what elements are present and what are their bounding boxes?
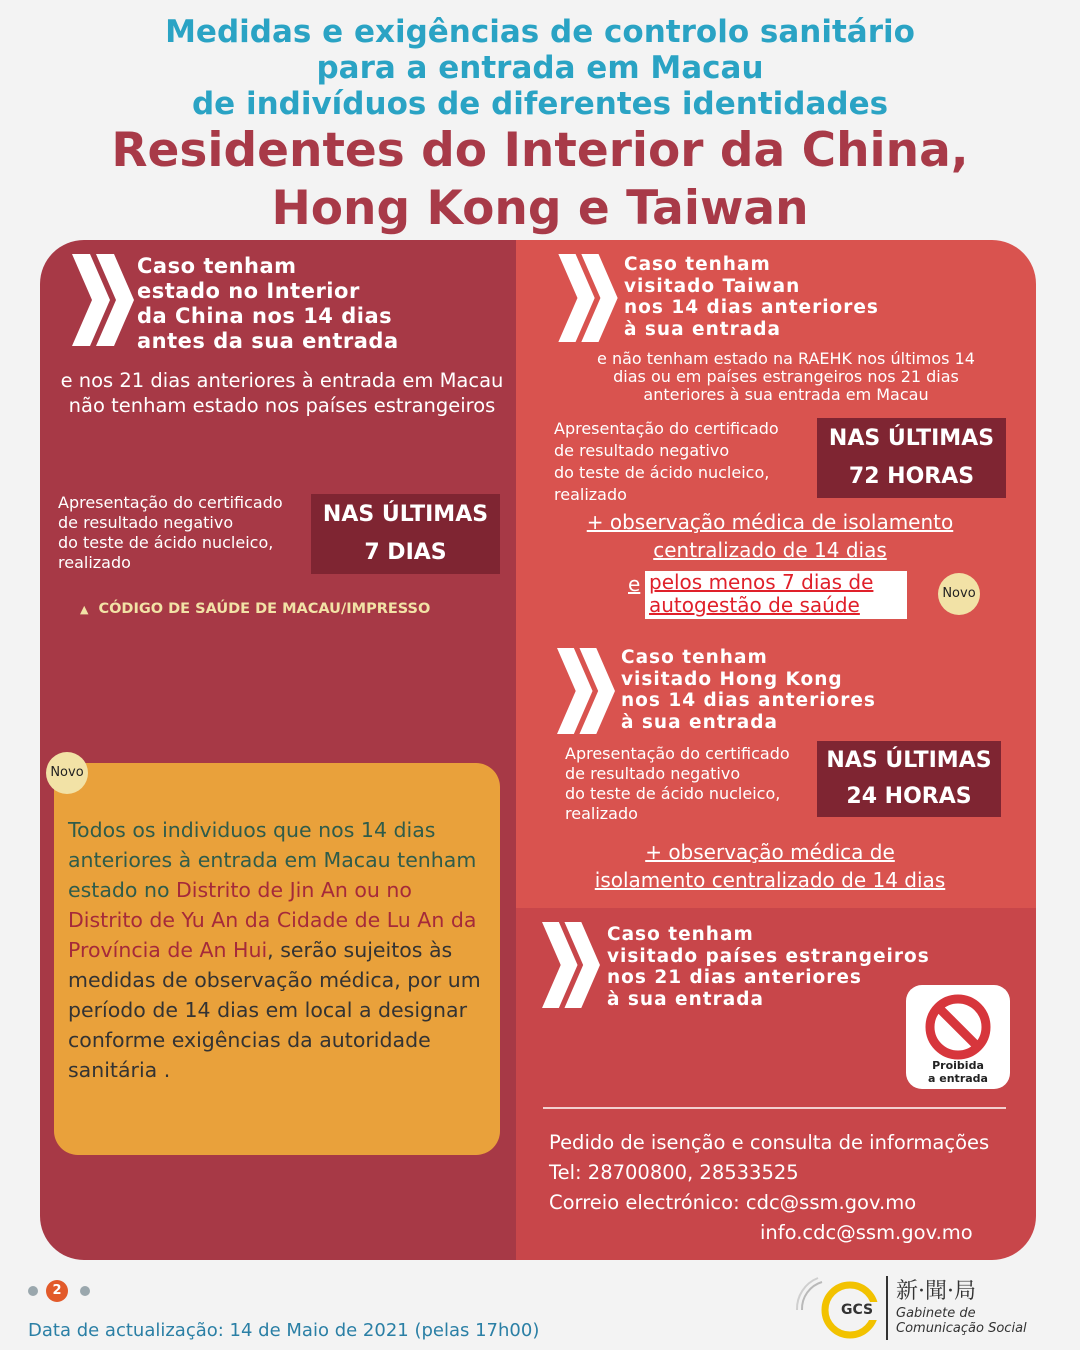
heading-line: nos 21 dias anteriores xyxy=(607,967,862,988)
new-notice-box xyxy=(54,763,500,1155)
heading-line: estado no Interior xyxy=(137,279,360,303)
cert-line: de resultado negativo xyxy=(58,513,234,532)
subtitle-line: Hong Kong e Taiwan xyxy=(271,181,809,236)
box-line: 24 HORAS xyxy=(846,784,972,809)
title-line: para a entrada em Macau xyxy=(316,50,764,86)
heading-line: nos 14 dias anteriores xyxy=(624,297,879,318)
divider xyxy=(543,1107,1006,1109)
cert-line: Apresentação do certificado xyxy=(565,744,790,763)
obs-line: centralizado de 14 dias xyxy=(653,538,887,562)
taiwan-cert-text xyxy=(554,418,779,506)
cert-line: do teste de ácido nucleico, xyxy=(58,533,274,552)
cert-line: do teste de ácido nucleico, xyxy=(554,463,770,482)
hongkong-observation xyxy=(560,838,980,894)
taiwan-time-box xyxy=(817,418,1006,498)
logo-mark: GCS xyxy=(841,1302,874,1318)
notice-text-part3: , serão sujeitos às medidas de observação médica, por um período de 14 dias em local a designar conforme exigências da autoridade sanitária . xyxy=(68,938,481,1082)
logo-line: Gabinete de xyxy=(896,1306,976,1321)
prohibited-line: Proibida xyxy=(932,1059,984,1072)
mainland-condition: e nos 21 dias anteriores à entrada em Macau não tenham estado nos países estrangeiros xyxy=(60,369,504,417)
box-line: 72 HORAS xyxy=(848,464,975,489)
heading-line: visitado países estrangeiros xyxy=(607,945,930,967)
new-badge: Novo xyxy=(46,752,88,794)
self-mgmt-line: pelos menos 7 dias de xyxy=(649,570,874,594)
heading-line: Caso tenham xyxy=(607,924,754,945)
heading-line: à sua entrada xyxy=(624,318,781,340)
logo-divider xyxy=(886,1276,888,1340)
box-line: NAS ÚLTIMAS xyxy=(828,426,995,451)
cert-line: realizado xyxy=(565,804,638,823)
heading-line: Caso tenham xyxy=(621,647,768,668)
mainland-time-box xyxy=(311,494,500,574)
contact-email: Correio electrónico: cdc@ssm.gov.mo xyxy=(549,1191,917,1214)
heading-line: à sua entrada xyxy=(621,711,778,733)
logo-name xyxy=(896,1306,1027,1336)
cert-line: Apresentação do certificado xyxy=(554,419,779,438)
current-page: 2 xyxy=(46,1280,68,1302)
triangle-icon: ▲ xyxy=(80,603,89,616)
heading-line: antes da sua entrada xyxy=(137,329,399,353)
heading-line: nos 14 dias anteriores xyxy=(621,690,876,711)
page-title xyxy=(0,14,1080,122)
box-line: NAS ÚLTIMAS xyxy=(826,748,992,773)
hongkong-heading xyxy=(621,647,876,733)
cert-line: do teste de ácido nucleico, xyxy=(565,784,781,803)
logo-chinese: 新·聞·局 xyxy=(896,1279,976,1304)
prohibited-entry-sign xyxy=(906,985,1010,1089)
chevron-right-icon xyxy=(542,922,600,1008)
prohibited-label xyxy=(906,1059,1010,1085)
update-date: Data de actualização: 14 de Maio de 2021 (pelas 17h00) xyxy=(28,1320,540,1341)
taiwan-condition xyxy=(556,350,1016,404)
condition-line: dias ou em países estrangeiros nos 21 dias xyxy=(613,367,959,386)
cert-line: de resultado negativo xyxy=(554,441,730,460)
heading-line: à sua entrada xyxy=(607,988,764,1010)
heading-line: da China nos 14 dias xyxy=(137,304,393,328)
notice-text-part1: Todos os individuos que nos 14 dias anteriores à entrada em Macau tenham estado no xyxy=(68,818,477,902)
cert-line: realizado xyxy=(58,553,131,572)
self-mgmt-line: autogestão de saúde xyxy=(649,593,860,617)
subtitle-line: Residentes do Interior da China, xyxy=(111,123,969,178)
logo-line: Comunicação Social xyxy=(896,1321,1027,1336)
health-code-label: CÓDIGO DE SAÚDE DE MACAU/IMPRESSO xyxy=(98,601,431,617)
taiwan-heading xyxy=(624,254,879,340)
contact-phone: Tel: 28700800, 28533525 xyxy=(549,1161,799,1184)
heading-line: visitado Taiwan xyxy=(624,275,801,297)
and-text: e xyxy=(628,572,641,596)
prohibited-icon xyxy=(924,993,992,1061)
title-line: de indivíduos de diferentes identidades xyxy=(191,86,889,122)
cert-line: de resultado negativo xyxy=(565,764,741,783)
chevron-right-icon xyxy=(556,648,616,734)
new-badge: Novo xyxy=(938,573,980,615)
heading-line: Caso tenham xyxy=(624,254,771,275)
gcs-logo xyxy=(792,1274,1072,1346)
mainland-heading xyxy=(137,254,399,354)
cert-line: Apresentação do certificado xyxy=(58,493,283,512)
self-management-box xyxy=(645,571,907,619)
contact-email-2: info.cdc@ssm.gov.mo xyxy=(760,1221,973,1244)
notice-text-part2: Distrito de Jin An ou no Distrito de Yu An da Cidade de Lu An da Província de An Hui xyxy=(68,878,477,962)
chevron-right-icon xyxy=(558,254,618,342)
contact-line: Pedido de isenção e consulta de informações xyxy=(549,1131,990,1154)
health-code-item xyxy=(80,601,430,617)
taiwan-observation xyxy=(560,508,980,564)
obs-line: isolamento centralizado de 14 dias xyxy=(594,868,946,892)
obs-line: + observação médica de xyxy=(645,840,895,864)
heading-line: visitado Hong Kong xyxy=(621,668,843,690)
cert-line: realizado xyxy=(554,485,627,504)
box-line: 7 DIAS xyxy=(364,540,447,565)
page-dot xyxy=(80,1286,90,1296)
foreign-heading xyxy=(607,924,930,1010)
prohibited-line: a entrada xyxy=(928,1072,988,1085)
title-line: Medidas e exigências de controlo sanitário xyxy=(165,14,915,50)
box-line: NAS ÚLTIMAS xyxy=(322,502,489,527)
heading-line: Caso tenham xyxy=(137,254,297,278)
obs-line: + observação médica de isolamento xyxy=(586,510,954,534)
mainland-cert-text xyxy=(58,493,283,573)
hongkong-time-box xyxy=(817,741,1001,817)
condition-line: anteriores à sua entrada em Macau xyxy=(643,385,929,404)
condition-line: e não tenham estado na RAEHK nos últimos 14 xyxy=(597,349,975,368)
hongkong-cert-text xyxy=(565,744,790,824)
page-subtitle xyxy=(0,122,1080,238)
page-dot xyxy=(28,1286,38,1296)
contact-info xyxy=(549,1128,989,1248)
chevron-right-icon xyxy=(72,254,134,346)
